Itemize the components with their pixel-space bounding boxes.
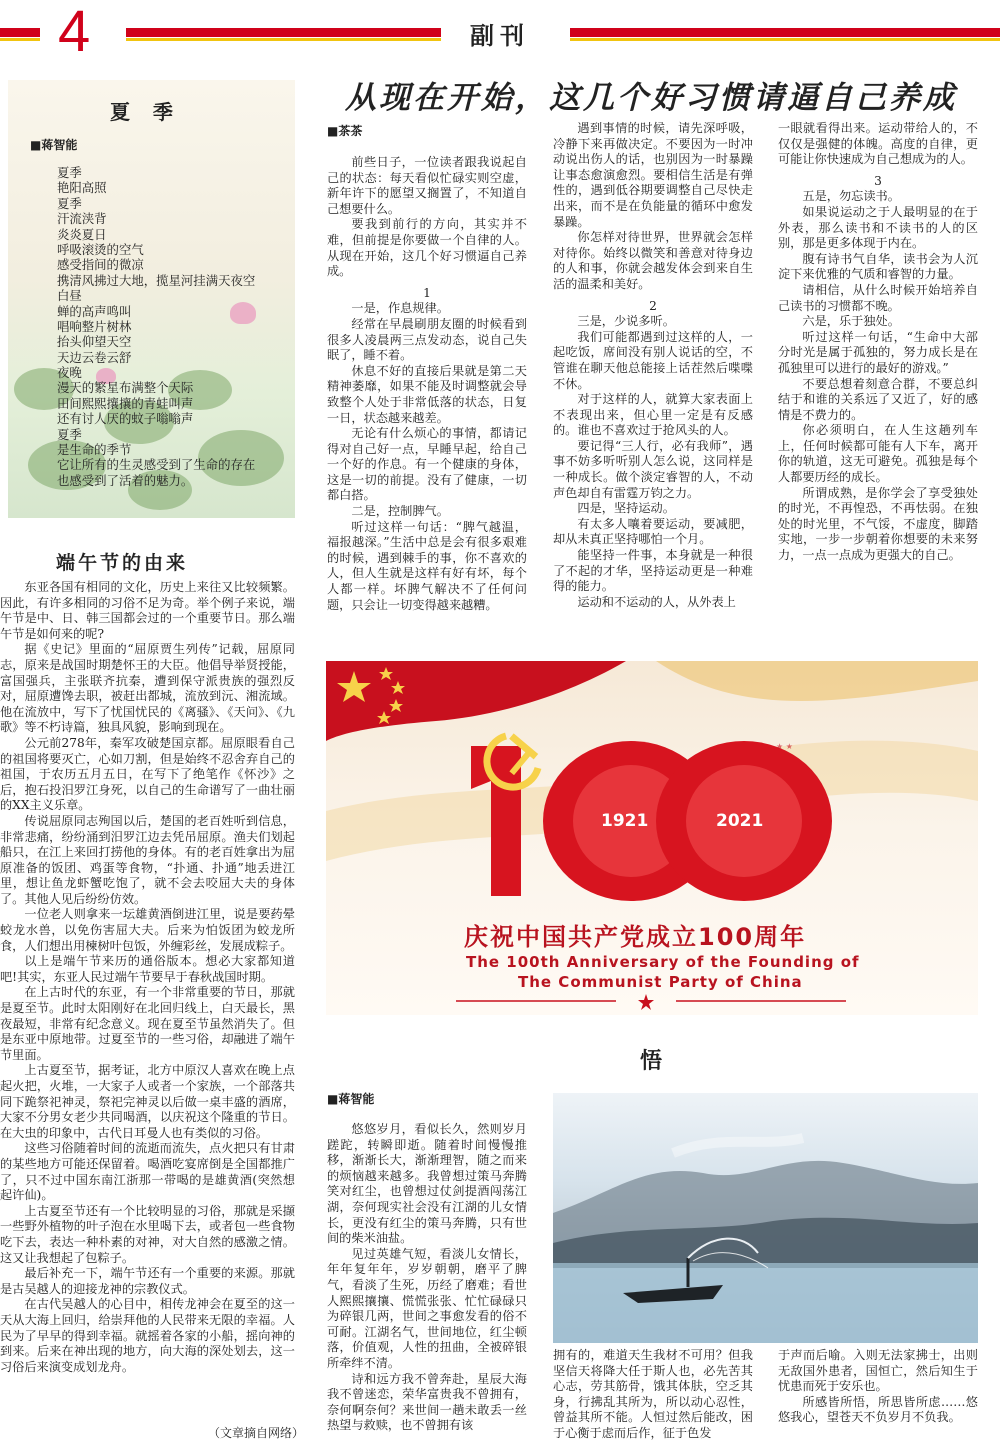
header-bar-mid [126, 28, 441, 37]
paragraph: 诗和远方我不曾奔赴，星辰大海我不曾迷恋，荣华富贵我不曾拥有，奈何啊奈何？来世间一趟未敢丢一丝热望与救赎，也不曾拥有该 [327, 1371, 527, 1433]
paragraph: 你必须明白，在人生这趟列车上，任何时候都可能有人下车，离开你的轨道，这无可避免。孤独是每个人都要历经的成长。 [778, 423, 978, 485]
paragraph: 无论有什么烦心的事情，都请记得对自己好一点，早睡早起，给自己一个好的作息。有一个健康的身体，这是一切的前提。没有了健康，一切都白搭。 [327, 426, 527, 503]
poster-title-en-2: The Communist Party of China [518, 973, 803, 991]
paragraph: 拥有的，难道天生我材不可用？但我坚信天将降大任于斯人也，必先苦其心志，劳其筋骨，饿其体肤，空乏其身，行拂乱其所为，所以动心忍性，曾益其所不能。人恒过然后能改，困于心衡于虑而后作，征于色发 [553, 1348, 753, 1440]
poem-line: 蝉的高声鸣叫 [57, 303, 132, 319]
paragraph: 东亚各国有相同的文化，历史上来往又比较频繁。因此，有许多相同的习俗不足为奇。举个例子来说，端午节是中、日、韩三国都会过的一个重要节日。那么端午节是如何来的呢? [0, 580, 295, 641]
paragraph: 六是，乐于独处。 [802, 314, 900, 329]
poem-line: 呼吸滚烫的空气 [57, 241, 144, 257]
poem-line: 汗流浃背 [57, 211, 107, 227]
paragraph: 一位老人则拿来一坛雄黄酒倒进江里，说是要药晕蛟龙水兽，以免伤害屈大夫。后来为怕饭团为蛟龙所食，人们想出用楝树叶包饭，外缠彩丝，发展成粽子。 [0, 907, 295, 953]
duanwu-article [0, 580, 295, 1375]
wu-author: ■蒋智能 [327, 1092, 375, 1106]
poster-year-end: 2021 [716, 811, 764, 831]
poster-year-start: 1921 [601, 811, 649, 831]
paragraph: 一眼就看得出来。运动带给人的，不仅仅是强健的体魄。高度的自律，更可能让你快速成为自己想成为的人。 [778, 121, 978, 167]
paragraph: 二是，控制脾气。 [351, 504, 449, 519]
poem-line: 唱响整片树林 [57, 318, 132, 334]
poem-line: 炎炎夏日 [57, 226, 107, 242]
paragraph: 请相信，从什么时候开始培养自己读书的习惯都不晚。 [778, 282, 978, 313]
poem-line: 田间熙熙攘攘的青蛙叫声 [57, 395, 194, 411]
paragraph: 听过这样一句话，“生命中大部分时光是属于孤独的，努力成长是在孤独里可以进行的最好的游戏。” [778, 329, 978, 375]
header-bar-left-yellow [0, 38, 40, 41]
paragraph: 于声而后喻。入则无法家拂士，出则无敌国外患者，国恒亡，然后知生于忧患而死于安乐也。 [778, 1348, 978, 1394]
poem-line: 夏季 [57, 426, 82, 442]
summer-poem [57, 165, 292, 488]
paragraph: 悠悠岁月，看似长久，然则岁月蹉跎，转瞬即逝。随着时间慢慢推移，渐渐长大，渐渐理智，随之而来的烦恼越来越多。我曾想过策马奔腾笑对红尘，也曾想过仗剑提酒闯荡江湖，奈何现实社会没有江湖的儿女情长，更没有红尘的策马奔腾，只有世间的柴米油盐。 [327, 1122, 527, 1246]
paragraph: 三是，少说多听。 [577, 314, 675, 329]
paragraph: 所感皆所悟，所思皆所虑……悠悠我心，望苍天不负岁月不负我。 [778, 1394, 978, 1425]
paragraph: 上古夏至节，据考证，北方中原汉人喜欢在晚上点起火把，火堆，一大家子人或者一个家族，一个部落共同下跪祭祀神灵，祭祀完神灵以后做一桌丰盛的酒席，大家不分男女老少共同喝酒，以庆祝这个隆重的节日。在大虫的印象中，古代日耳曼人也有类似的习俗。 [0, 1063, 295, 1140]
duanwu-source: （文章摘自网络） [208, 1426, 305, 1440]
paragraph: 在古代吴越人的心目中，相传龙神会在夏至的这一天从大海上回归，给崇拜他的人民带来无限的幸福。人民为了早早的得到幸福。就摇着各家的小船，摇向神的到来。后来在神出现的地方，向大海的深处划去，这一习俗后来演变成划龙舟。 [0, 1297, 295, 1374]
poem-line: 还有讨人厌的蚊子嗡嗡声 [57, 411, 194, 427]
habits-author: ■茶茶 [327, 124, 363, 138]
paragraph: 以上是端午节来历的通俗版本。想必大家都知道吧!其实，东亚人民过端午节要早于春秋战国时期。 [0, 954, 295, 984]
wu-column-2 [553, 1348, 753, 1442]
summer-author: ■蒋智能 [30, 138, 78, 152]
paragraph: 前些日子，一位读者跟我说起自己的状态：每天看似忙碌实则空虚，新年许下的愿望又搁置了，不知道自己想要什么。 [327, 155, 527, 216]
poem-line: 夏季 [57, 165, 82, 180]
poem-line: 携清风拂过大地，揽星河挂满天夜空 [57, 272, 256, 288]
section-number: 2 [649, 298, 657, 313]
habits-column-1 [327, 155, 527, 613]
paragraph: 遇到事情的时候，请先深呼吸，冷静下来再做决定。不要因为一时冲动说出伤人的话，也别因为一时暴躁让事态愈演愈烈。要相信生活是有弹性的，遇到低谷期要调整自己尽快走出来，而不是在负能量的循环中愈发暴躁。 [553, 121, 753, 229]
poem-line: 夏季 [57, 195, 82, 211]
header-bar-right [570, 28, 1000, 37]
habits-title: 从现在开始，这几个好习惯请逼自己养成 [345, 80, 957, 116]
svg-text:★ ★: ★ ★ [776, 742, 793, 751]
poem-line: 是生命的季节 [57, 442, 132, 458]
poem-line: 艳阳高照 [57, 180, 107, 196]
paragraph: 腹有诗书气自华，读书会为人沉淀下来优雅的气质和睿智的力量。 [778, 251, 978, 282]
paragraph: 你怎样对待世界，世界就会怎样对待你。始终以微笑和善意对待身边的人和事，你就会越发体会到来自生活的温柔和美好。 [553, 230, 753, 291]
paragraph: 要记得“三人行，必有我师”，遇事不妨多听听别人怎么说，这同样是一种成长。做个淡定睿智的人，不动声色却自有雷霆万钧之力。 [553, 438, 753, 500]
page-number: 4 [58, 0, 91, 64]
section-number: 1 [423, 285, 431, 300]
section-title: 副刊 [470, 21, 530, 50]
paragraph: 对于这样的人，就算大家表面上不表现出来，但心里一定是有反感的。谁也不喜欢过于抢风头的人。 [553, 392, 753, 438]
paragraph: 四是，坚持运动。 [577, 501, 675, 516]
paragraph: 上古夏至节还有一个比较明显的习俗，那就是采撷一些野外植物的叶子泡在水里喝下去，或者包一些食物吃下去，表达一种朴素的对神，对大自然的感激之情。这又让我想起了包粽子。 [0, 1203, 295, 1265]
header-bar-mid-yellow [126, 38, 441, 41]
poem-line: 它让所有的生灵感受到了生命的存在 [57, 457, 256, 473]
paragraph: 能坚持一件事，本身就是一种很了不起的才华，坚持运动更是一种难得的能力。 [553, 548, 753, 594]
duanwu-title: 端午节的由来 [56, 552, 189, 574]
section-number: 3 [874, 173, 882, 188]
paragraph: 最后补充一下，端午节还有一个重要的来源。那就是古吴越人的迎接龙神的宗教仪式。 [0, 1266, 295, 1296]
habits-column-3 [778, 121, 978, 564]
paragraph: 运动和不运动的人，从外表上 [577, 594, 736, 609]
wu-title: 悟 [640, 1048, 666, 1074]
paragraph: 传说屈原同志殉国以后，楚国的老百姓听到信息，非常悲痛，纷纷涌到汨罗江边去凭吊屈原。渔夫们划起船只，在江上来回打捞他的身体。有的老百姓拿出为屈原准备的饭团、鸡蛋等食物，“扑通、扑通”地丢进江里，想让鱼龙虾蟹吃饱了，就不会去咬屈大夫的身体了。其他人见后纷纷仿效。 [0, 813, 295, 906]
wu-column-1 [327, 1122, 527, 1434]
lake-fisherman-photo [553, 1093, 978, 1343]
paragraph: 见过英雄气短，看淡儿女情长，年年复年年，岁岁朝朝，磨平了脾气，看淡了生死，历经了磨难；看世人熙熙攘攘、慌慌张张、忙忙碌碌只为碎银几两，世间之事愈发看的俗不可耐。江湖名气，世间地位，红尘顿落，价值观，人性的扭曲，全被碎银所牵绊不清。 [327, 1246, 527, 1370]
poem-line: 也感受到了活着的魅力。 [57, 472, 194, 488]
poster-title-en-1: The 100th Anniversary of the Founding of [466, 953, 860, 971]
poster-title-cn: 庆祝中国共产党成立100周年 [464, 923, 807, 951]
wu-column-3 [778, 1348, 978, 1426]
summer-title: 夏 季 [110, 100, 176, 124]
header-bar-left [0, 28, 40, 37]
paragraph: 五是，勿忘读书。 [802, 189, 900, 204]
poem-line: 感受指间的微凉 [57, 257, 144, 273]
poem-line: 抬头仰望天空 [57, 334, 132, 350]
paragraph: 有太多人嚷着要运动，要减肥，却从未真正坚持哪怕一个月。 [553, 516, 753, 547]
paragraph: 听过这样一句话：“脾气越温，福报越深。”生活中总是会有很多艰难的时候，遇到棘手的事，你不喜欢的人，但人生就是这样有好有坏，每个人都一样。坏脾气解决不了任何问题，只会让一切变得越来越糟。 [327, 519, 527, 612]
poem-line: 天边云卷云舒 [57, 349, 132, 365]
paragraph: 我们可能都遇到过这样的人，一起吃饭，席间没有别人说话的空，不管谁在聊天他总能接上话茬然后喋喋不休。 [553, 329, 753, 391]
poem-line: 白昼 [57, 288, 82, 304]
poem-line: 漫天的繁星布满整个天际 [57, 380, 194, 396]
habits-column-2 [553, 121, 753, 610]
paragraph: 公元前278年，秦军攻破楚国京都。屈原眼看自己的祖国将要灭亡，心如刀割，但是始终不忍舍弃自己的祖国，于农历五月五日，在写下了绝笔作《怀沙》之后，抱石投汨罗江身死，以自己的生命谱写了一曲壮丽的XX主义乐章。 [0, 735, 295, 813]
paragraph: 不要总想着刻意合群，不要总纠结于和谁的关系远了又近了，好的感情是不费力的。 [778, 376, 978, 422]
paragraph: 要我到前行的方向，其实并不难，但前提是你要做一个自律的人。从现在开始，这几个好习惯逼自己养成。 [327, 217, 527, 279]
paragraph: 休息不好的直接后果就是第二天精神萎靡，如果不能及时调整就会导致整个人处于非常低落的状态，日复一日，状态越来越差。 [327, 363, 527, 425]
paragraph: 在上古时代的东亚，有一个非常重要的节日，那就是夏至节。此时太阳刚好在北回归线上，白天最长，黑夜最短，非常有纪念意义。现在夏至节虽然消失了。但是东亚中原地带。过夏至节的一些习俗，却融进了端午节里面。 [0, 985, 295, 1062]
paragraph: 经常在早晨刷朋友圈的时候看到很多人凌晨两三点发动态，说自己失眠了，睡不着。 [327, 316, 527, 363]
paragraph: 如果说运动之于人最明显的在于外表，那么读书和不读书的人的区别，那是更多体现于内在。 [778, 204, 978, 251]
anniversary-poster [326, 661, 978, 1015]
header-bar-right-yellow [570, 38, 1000, 41]
poem-line: 夜晚 [57, 365, 82, 381]
star-icon [638, 994, 654, 1010]
paragraph: 一是，作息规律。 [351, 301, 449, 316]
paragraph: 所谓成熟，是你学会了享受独处的时光，不再惶恐，不再怯弱。在独处的时光里，不气馁，不虚度，脚踏实地，一步一步朝着你想要的未来努力，一点一点成为更强大的自己。 [778, 485, 978, 563]
paragraph: 这些习俗随着时间的流逝而流失，点火把只有甘肃的某些地方可能还保留着。喝酒吃宴席倒是全国都推广了，只不过中国东南江浙那一带喝的是雄黄酒(突然想起许仙)。 [0, 1141, 295, 1203]
paragraph: 据《史记》里面的“屈原贾生列传”记载，屈原同志，原来是战国时期楚怀王的大臣。他倡导举贤授能，富国强兵，主张联齐抗秦，遭到保守派贵族的强烈反对，屈原遭馋去职，被赶出都城，流放到沅、湘流域。他在流放中，写下了忧国忧民的《离骚》、《天问》、《九歌》等不朽诗篇，独具风貌，影响到现在。 [0, 642, 295, 735]
